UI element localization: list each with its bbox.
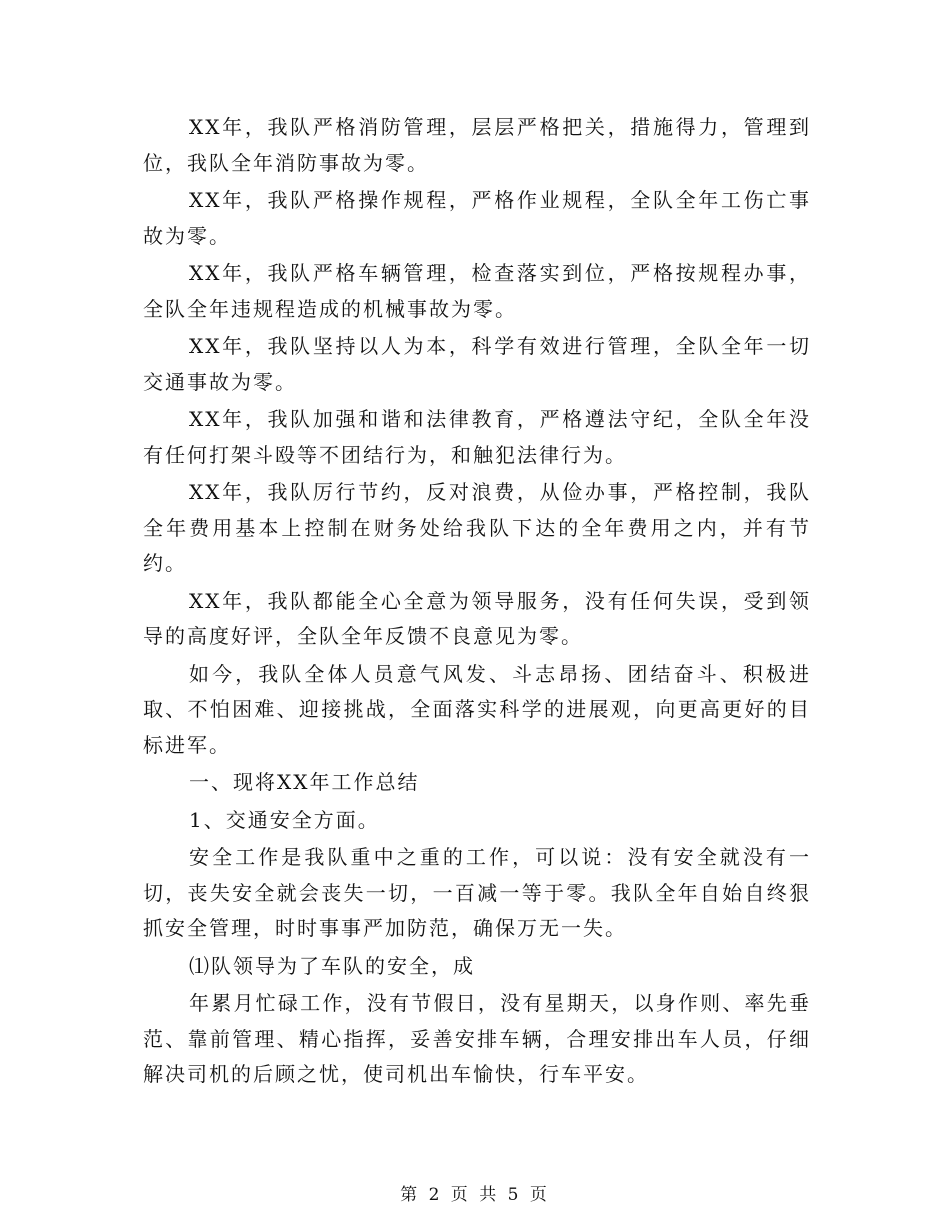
subsection-heading: 1、交通安全方面。 bbox=[189, 807, 380, 832]
document-body bbox=[143, 110, 811, 1095]
paragraph-vehicle-management: XX年，我队严格车辆管理，检查落实到位，严格按规程办事，全队全年违规程造成的机械事故为零。 bbox=[143, 261, 811, 321]
paragraph-people-oriented: XX年，我队坚持以人为本，科学有效进行管理，全队全年一切交通事故为零。 bbox=[143, 334, 811, 394]
page-number-label: 第 2 页 共 5 页 bbox=[400, 1185, 550, 1205]
page-footer bbox=[0, 1180, 950, 1205]
section-heading: 一、现将XX年工作总结 bbox=[189, 770, 420, 794]
paragraph-service: XX年，我队都能全心全意为领导服务，没有任何失误，受到领导的高度好评，全队全年反馈不良意见为零。 bbox=[143, 588, 811, 648]
paragraph-leader-item: ⑴队领导为了车队的安全，成 bbox=[189, 953, 475, 978]
paragraph-legal-education: XX年，我队加强和谐和法律教育，严格遵法守纪，全队全年没有任何打架斗殴等不团结行为，和触犯法律行为。 bbox=[143, 407, 811, 467]
paragraph-fire-safety: XX年，我队严格消防管理，层层严格把关，措施得力，管理到位，我队全年消防事故为零。 bbox=[143, 115, 811, 175]
paragraph-leader-detail: 年累月忙碌工作，没有节假日，没有星期天，以身作则、率先垂范、靠前管理、精心指挥，妥善安排车辆，合理安排出车人员，仔细解决司机的后顾之忧，使司机出车愉快，行车平安。 bbox=[143, 991, 811, 1086]
paragraph-operating-rules: XX年，我队严格操作规程，严格作业规程，全队全年工伤亡事故为零。 bbox=[143, 188, 811, 248]
paragraph-safety-work: 安全工作是我队重中之重的工作，可以说：没有安全就没有一切，丧失安全就会丧失一切，一百减一等于零。我队全年自始自终狠抓安全管理，时时事事严加防范，确保万无一失。 bbox=[143, 845, 811, 940]
paragraph-team-spirit: 如今，我队全体人员意气风发、斗志昂扬、团结奋斗、积极进取、不怕困难、迎接挑战，全面落实科学的进展观，向更高更好的目标进军。 bbox=[143, 661, 811, 757]
paragraph-cost-control: XX年，我队厉行节约，反对浪费，从俭办事，严格控制，我队全年费用基本上控制在财务处给我队下达的全年费用之内，并有节约。 bbox=[143, 480, 811, 575]
